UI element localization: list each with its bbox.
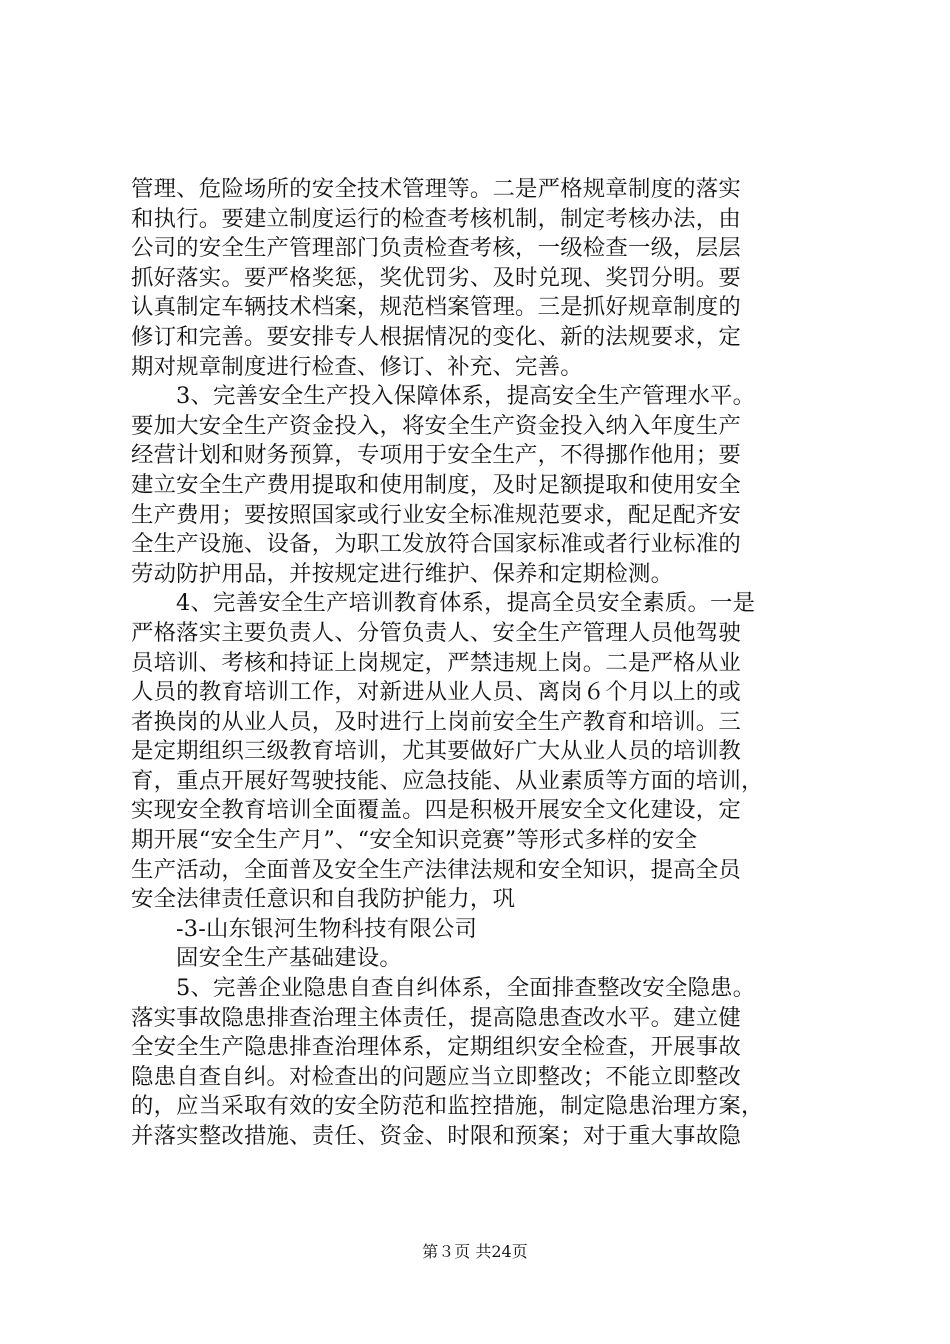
text-line: 的，应当采取有效的安全防范和监控措施，制定隐患治理方案， <box>131 1093 764 1120</box>
text-line: 认真制定车辆技术档案，规范档案管理。三是抓好规章制度的 <box>131 294 741 321</box>
text-line: 安全法律责任意识和自我防护能力，巩 <box>131 886 516 913</box>
text-line: 管理、危险场所的安全技术管理等。二是严格规章制度的落实 <box>131 176 741 202</box>
text-line: 经营计划和财务预算，专项用于安全生产，不得挪作他用；要 <box>131 442 741 469</box>
body-text <box>131 175 831 1152</box>
text-line: 生产费用；要按照国家或行业安全标准规范要求，配足配齐安 <box>131 501 741 528</box>
text-line: 隐患自查自纠。对检查出的问题应当立即整改；不能立即整改 <box>131 1063 741 1090</box>
text-line: 育，重点开展好驾驶技能、应急技能、从业素质等方面的培训， <box>131 767 764 794</box>
text-line: 全生产设施、设备，为职工发放符合国家标准或者行业标准的 <box>131 531 741 558</box>
text-line: 5、完善企业隐患自查自纠体系，全面排查整改安全隐患。 <box>176 975 756 1002</box>
text-line: 实现安全教育培训全面覆盖。四是积极开展安全文化建设，定 <box>131 797 741 824</box>
text-line: 落实事故隐患排查治理主体责任，提高隐患查改水平。建立健 <box>131 1004 741 1031</box>
text-line: 全安全生产隐患排查治理体系，定期组织安全检查，开展事故 <box>131 1034 741 1061</box>
text-line: 和执行。要建立制度运行的检查考核机制，制定考核办法，由 <box>131 205 741 232</box>
text-line: 4、完善安全生产培训教育体系，提高全员安全素质。一是 <box>176 590 756 617</box>
text-line: 抓好落实。要严格奖惩，奖优罚劣、及时兑现、奖罚分明。要 <box>131 264 741 291</box>
text-line: 员培训、考核和持证上岗规定，严禁违规上岗。二是严格从业 <box>131 649 741 676</box>
text-line: 修订和完善。要安排专人根据情况的变化、新的法规要求，定 <box>131 323 741 350</box>
text-line: 公司的安全生产管理部门负责检查考核，一级检查一级，层层 <box>131 235 741 262</box>
text-line: 是定期组织三级教育培训，尤其要做好广大从业人员的培训教 <box>131 738 741 765</box>
text-line: 3、完善安全生产投入保障体系，提高安全生产管理水平。 <box>176 383 756 410</box>
text-line: 劳动防护用品，并按规定进行维护、保养和定期检测。 <box>131 560 674 587</box>
text-line: 期开展“安全生产月”、“安全知识竞赛”等形式多样的安全 <box>131 827 698 854</box>
text-line: 建立安全生产费用提取和使用制度，及时足额提取和使用安全 <box>131 471 741 498</box>
text-line: 固安全生产基础建设。 <box>176 945 402 972</box>
text-line: 严格落实主要负责人、分管负责人、安全生产管理人员他驾驶 <box>131 619 741 646</box>
text-line: 者换岗的从业人员，及时进行上岗前安全生产教育和培训。三 <box>131 708 741 735</box>
text-line: 并落实整改措施、责任、资金、时限和预案；对于重大事故隐 <box>131 1123 741 1149</box>
text-line: 人员的教育培训工作，对新进从业人员、离岗６个月以上的或 <box>131 679 741 706</box>
text-line: 期对规章制度进行检查、修订、补充、完善。 <box>131 353 583 380</box>
text-line: 生产活动，全面普及安全生产法律法规和安全知识，提高全员 <box>131 856 741 883</box>
page-footer: 第３页 共24页 <box>422 1242 528 1261</box>
company-line: -3-山东银河生物科技有限公司 <box>176 915 478 942</box>
text-line: 要加大安全生产资金投入，将安全生产资金投入纳入年度生产 <box>131 412 741 439</box>
